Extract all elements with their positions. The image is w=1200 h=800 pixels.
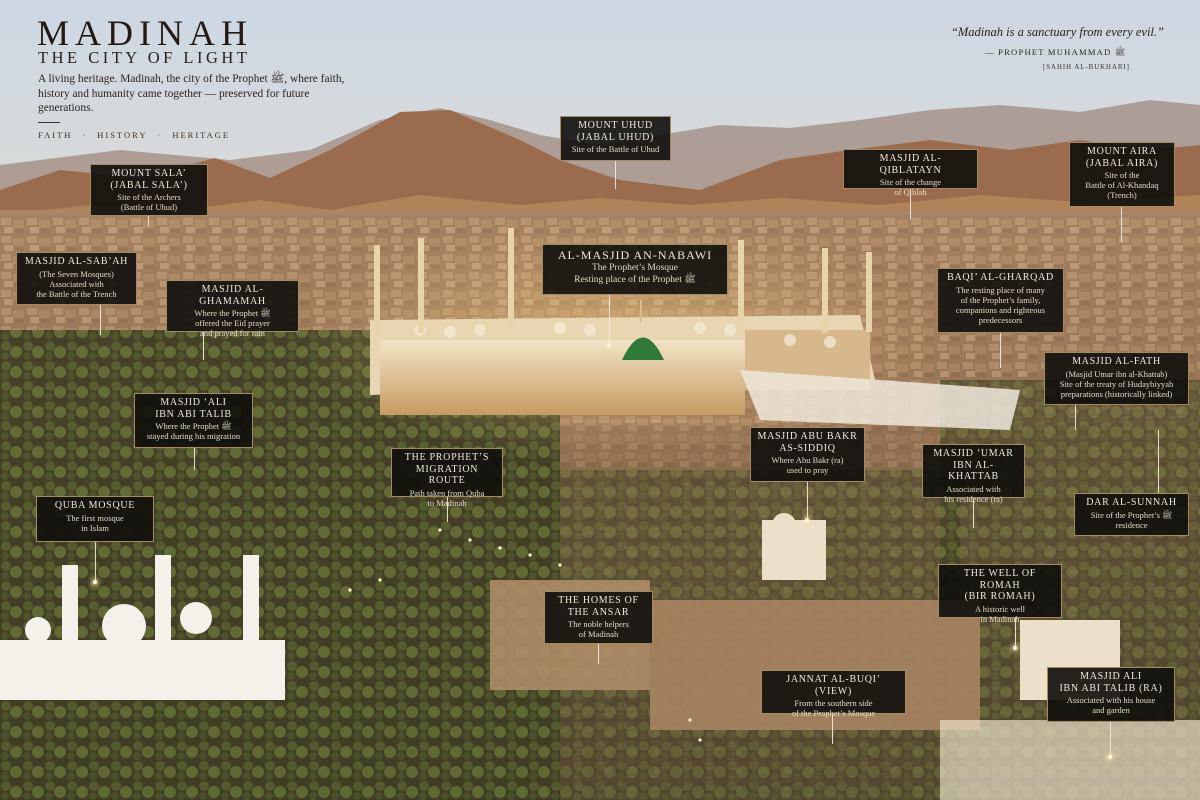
- location-marker: [1013, 646, 1017, 650]
- label-description: The first mosque in Islam: [66, 512, 124, 533]
- tagline-separator: ·: [82, 130, 88, 140]
- label-title: MOUNT SALA’ (JABAL SALA’): [110, 168, 188, 191]
- label-title: MASJID ABU BAKR AS-SIDDIQ: [757, 431, 858, 454]
- label-description: Where Abu Bakr (ra) used to pray: [771, 455, 844, 475]
- label-title: JANNAT AL-BUQI’ (VIEW): [786, 674, 881, 697]
- label-masjid-abu-bakr[interactable]: [750, 427, 865, 482]
- label-title: MASJID AL-SAB’AH: [24, 256, 129, 267]
- leader-line: [1158, 430, 1159, 493]
- label-title: MASJID ALI IBN ABI TALIB (RA): [1059, 671, 1163, 694]
- label-title: MOUNT UHUD (JABAL UHUD): [576, 120, 655, 143]
- label-al-masjid-an-nabawi[interactable]: [542, 244, 728, 295]
- label-masjid-al-sabah[interactable]: [16, 252, 137, 305]
- tagline: [38, 130, 230, 140]
- label-masjid-al-fath[interactable]: [1044, 352, 1189, 405]
- label-title: MASJID ‘ALI IBN ABI TALIB: [155, 397, 232, 420]
- label-baqi-al-gharqad[interactable]: [937, 268, 1064, 333]
- location-marker: [93, 580, 97, 584]
- leader-line: [1121, 207, 1122, 242]
- label-homes-of-the-ansar[interactable]: [544, 591, 653, 644]
- tagline-faith: FAITH: [38, 130, 73, 140]
- label-description: Associated with his house and garden: [1066, 695, 1156, 715]
- leader-line: [1075, 405, 1076, 430]
- leader-line: [95, 542, 96, 582]
- label-description: The resting place of many of the Prophet’s family, companions and righteous predecessors: [955, 284, 1046, 325]
- title-divider: [38, 122, 60, 123]
- label-mount-sala[interactable]: [90, 164, 208, 216]
- label-title: MASJID AL-QIBLATAYN: [879, 153, 942, 176]
- label-description: Site of the Archers (Battle of Uhud): [117, 192, 181, 212]
- leader-line: [598, 644, 599, 664]
- page-title: MADINAH: [37, 13, 253, 53]
- intro-text: A living heritage. Madinah, the city of the Prophet ﷺ, where faith, history and humanity came together — preserved for future generations.: [38, 73, 345, 114]
- label-title: AL-MASJID AN-NABAWI: [557, 248, 713, 262]
- label-description: (Masjid Umar ibn al-Khattab) Site of the treaty of Hudaybiyyah preparations (historically linked): [1059, 368, 1174, 399]
- label-description: Site of the Battle of Al-Khandaq (Trench): [1085, 170, 1159, 200]
- label-masjid-ali-ibn-abi-talib-ra[interactable]: [1047, 667, 1175, 722]
- label-dar-al-sunnah[interactable]: [1074, 493, 1189, 536]
- label-masjid-umar-ibn-al-khattab[interactable]: [922, 444, 1025, 504]
- label-description: Where the Prophet ﷺ offered the Eid prayer and prayed for rain: [194, 308, 271, 338]
- label-quba-mosque[interactable]: [36, 496, 154, 542]
- label-title: MASJID AL-FATH: [1072, 356, 1161, 367]
- label-description: Associated with his residence (ra): [944, 483, 1003, 504]
- page-subtitle: THE CITY OF LIGHT: [38, 48, 251, 67]
- leader-line: [148, 216, 149, 226]
- leader-line: [1110, 722, 1111, 757]
- label-description: (The Seven Mosques) Associated with the Battle of the Trench: [36, 268, 117, 299]
- leader-line: [194, 448, 195, 470]
- leader-line: [832, 714, 833, 744]
- quote-source: [SAHIH AL-BUKHARI]: [1043, 64, 1130, 71]
- label-masjid-al-ghamamah[interactable]: [166, 280, 299, 338]
- label-masjid-ali-ibn-abi-talib[interactable]: [134, 393, 253, 448]
- location-marker: [805, 518, 809, 522]
- tagline-separator: ·: [157, 130, 163, 140]
- label-title: THE WELL OF ROMAH (BIR ROMAH): [963, 568, 1037, 602]
- label-description: Site of the Prophet’s ﷺ residence: [1090, 509, 1173, 530]
- label-description: The Prophet’s Mosque Resting place of the Prophet ﷺ: [574, 263, 696, 285]
- tagline-history: HISTORY: [97, 130, 148, 140]
- label-title: THE PROPHET’S MIGRATION ROUTE: [404, 452, 490, 486]
- label-title: THE HOMES OF THE ANSAR: [558, 595, 639, 618]
- label-mount-uhud[interactable]: [560, 116, 671, 161]
- location-marker: [1108, 755, 1112, 759]
- label-title: DAR AL-SUNNAH: [1086, 497, 1177, 508]
- label-title: MASJID ‘UMAR IBN AL-KHATTAB: [933, 448, 1014, 482]
- label-masjid-al-qiblatayn[interactable]: [843, 149, 978, 197]
- label-mount-aira[interactable]: [1069, 142, 1175, 207]
- label-title: BAQI’ AL-GHARQAD: [947, 272, 1054, 283]
- leader-line: [609, 295, 610, 345]
- label-description: Where the Prophet ﷺ stayed during his migration: [146, 421, 241, 441]
- hadith-quote: “Madinah is a sanctuary from every evil.”: [950, 25, 1164, 39]
- label-prophets-migration-route[interactable]: [391, 448, 503, 508]
- leader-line: [100, 305, 101, 335]
- label-well-of-romah[interactable]: [938, 564, 1062, 624]
- label-description: Path taken from Quba to Madinah: [409, 487, 485, 508]
- leader-line: [615, 161, 616, 189]
- tagline-heritage: HERITAGE: [172, 130, 231, 140]
- label-description: From the southern side of the Prophet’s Mosque: [791, 698, 876, 718]
- location-marker: [607, 343, 611, 347]
- label-title: MOUNT AIRA (JABAL AIRA): [1085, 146, 1159, 169]
- leader-line: [807, 482, 808, 520]
- label-jannat-al-buqi[interactable]: [761, 670, 906, 718]
- label-title: QUBA MOSQUE: [54, 500, 136, 511]
- leader-line: [1000, 333, 1001, 368]
- label-description: A historic well in Madinah: [974, 603, 1026, 624]
- label-title: MASJID AL-GHAMAMAH: [199, 284, 266, 307]
- quote-attribution: — PROPHET MUHAMMAD ﷺ: [985, 47, 1126, 57]
- label-description: Site of the Battle of Uhud: [571, 144, 660, 154]
- label-description: Site of the change of Qiblah: [879, 177, 942, 197]
- label-description: The noble helpers of Madinah: [568, 619, 629, 639]
